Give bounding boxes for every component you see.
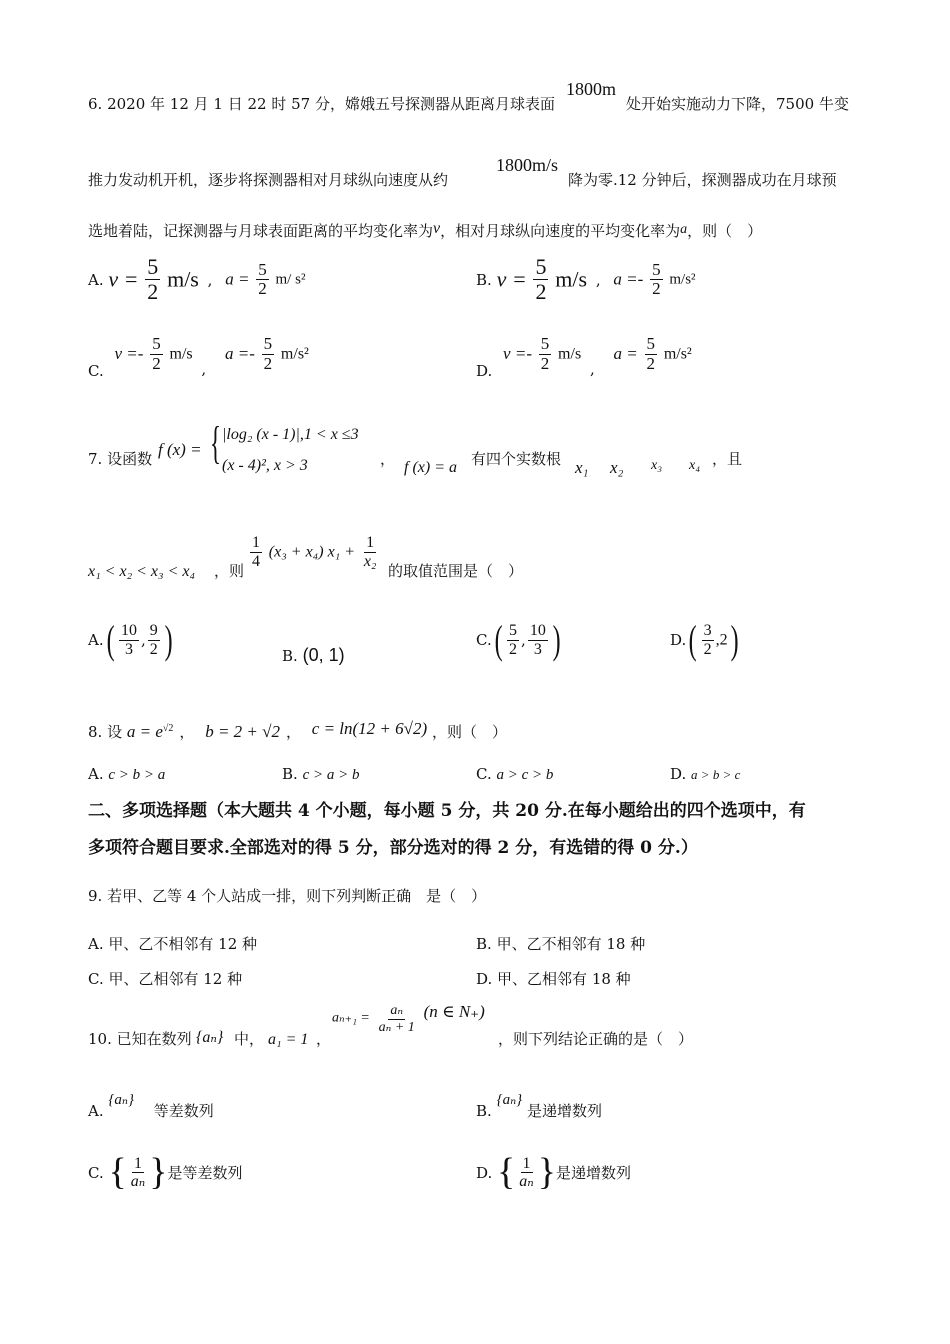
q9-option-d[interactable] [476, 970, 631, 988]
fraction [250, 534, 262, 570]
frac-num: 1 [522, 1154, 531, 1172]
rec-cond: (n ∈ N₊) [423, 1002, 485, 1021]
q6-line3 [88, 219, 762, 240]
q8-c: c = ln(12 + 6√2) [311, 719, 428, 738]
option-v-unit: m/s [558, 345, 582, 363]
q10-a1: a₁ = 1 [268, 1031, 309, 1048]
q8-option-d[interactable] [670, 765, 740, 783]
fraction [507, 622, 519, 658]
option-seq: {aₙ} [496, 1092, 523, 1108]
option-label: D. [476, 970, 493, 988]
q8-option-c[interactable] [476, 765, 553, 784]
option-text: 甲、乙不相邻有 12 种 [108, 935, 258, 953]
option-a: a = [225, 269, 250, 289]
q7-ask: 的取值范围是（ ） [388, 562, 524, 580]
option-label: B. [476, 1102, 492, 1120]
frac-den: 2 [509, 640, 518, 658]
right-brace: } [537, 1151, 557, 1193]
q7-x4: x₄ [689, 458, 701, 473]
q8-a-exponent: √2 [162, 723, 174, 734]
q7-order: x₁ < x₂ < x₃ < x₄ [88, 563, 196, 580]
option-text: c > a > b [302, 767, 360, 783]
option-v-unit: m/s [555, 266, 588, 292]
q8-tail: ，则（ ） [431, 723, 507, 741]
option-text: 甲、乙相邻有 18 种 [497, 970, 631, 988]
q10-option-b[interactable] [476, 1090, 602, 1120]
option-a: a = [613, 343, 638, 363]
frac-num: 5 [540, 334, 550, 353]
frac-den: 2 [263, 353, 273, 373]
value-two: 2 [719, 631, 728, 649]
q6-distance: 1800m [566, 79, 617, 99]
frac-num: 5 [152, 334, 161, 353]
option-v-unit: m/s [167, 266, 199, 292]
option-a: a =- [224, 343, 255, 363]
q7-x2: x₂ [610, 458, 624, 477]
option-label: B. [476, 935, 492, 953]
frac-den: 3 [533, 640, 542, 658]
option-label: A. [88, 765, 104, 783]
section-heading-line2: 多项符合题目要求.全部选对的得 5 分，部分选对的得 2 分，有选错的得 0 分.） [88, 838, 698, 858]
left-paren: ( [688, 617, 697, 662]
q7-comma: ， [380, 450, 396, 468]
q7-piecewise-brace: { [210, 417, 222, 468]
q9-option-b[interactable] [476, 935, 645, 953]
option-text: c > b > a [108, 767, 166, 783]
fraction [377, 1003, 417, 1035]
frac-den: 2 [258, 279, 267, 299]
fraction [650, 261, 663, 299]
option-seq: {aₙ} [108, 1092, 134, 1108]
option-label: B. [282, 765, 298, 783]
q6-option-c[interactable] [88, 335, 309, 380]
option-label: C. [88, 362, 104, 381]
fraction [645, 335, 658, 373]
frac-num: 5 [652, 259, 661, 279]
q7-fx: f (x) = [158, 440, 202, 459]
frac-num: 10 [120, 621, 137, 639]
q8-line [88, 719, 507, 742]
option-label: A. [88, 1102, 104, 1120]
option-v: v = [108, 266, 139, 292]
q6-speed: 1800m/s [496, 155, 559, 175]
q6-text-7: ，则（ ） [687, 222, 763, 240]
option-label: A. [88, 270, 104, 289]
frac-num: 1 [133, 1154, 142, 1172]
frac-num: 1 [366, 534, 375, 551]
q7-case2: (x - 4)², x > 3 [222, 457, 308, 474]
option-label: D. [670, 631, 687, 649]
left-paren: ( [494, 617, 503, 662]
option-v: v =- [503, 343, 532, 363]
q6-text-3: 推力发动机开机，逐步将探测器相对月球纵向速度从约 [88, 171, 449, 189]
option-a-unit: m/s² [663, 345, 692, 363]
option-text: 等差数列 [138, 1102, 214, 1120]
frac-den: 2 [152, 353, 161, 373]
frac-den: 2 [535, 279, 547, 305]
q6-text-5: 选地着陆，记探测器与月球表面距离的平均变化率为 [88, 222, 434, 240]
option-a-unit: m/s² [280, 345, 309, 363]
frac-num: 10 [529, 621, 546, 639]
q6-line1 [88, 95, 555, 113]
option-text: a > b > c [691, 767, 741, 782]
q8-b: b = 2 + √2 [205, 722, 280, 741]
q8-comma-1: ， [179, 723, 195, 741]
fraction [145, 255, 160, 304]
q6-option-a[interactable] [88, 255, 305, 304]
q6-text-4: 降为零.12 分钟后，探测器成功在月球预 [568, 171, 837, 189]
option-label: D. [476, 1163, 493, 1182]
q7-option-c[interactable] [476, 617, 563, 662]
option-sep: , [207, 270, 213, 289]
right-paren: ) [164, 617, 173, 662]
comma: , [140, 631, 146, 649]
q6-var-v: v [433, 220, 441, 237]
q6-text-2: 处开始实施动力下降，7500 牛变 [626, 95, 849, 113]
q7-lead: 7. 设函数 [88, 450, 153, 468]
fraction [256, 261, 269, 299]
frac-den: 4 [252, 552, 260, 570]
frac-den: 2 [147, 279, 159, 305]
q10-option-d[interactable] [476, 1150, 631, 1196]
q8-option-a[interactable] [88, 765, 165, 784]
option-label: B. [282, 647, 298, 665]
frac-den: aₙ + 1 [378, 1019, 415, 1035]
rec-lhs: aₙ₊₁ = [332, 1010, 370, 1026]
option-label: C. [88, 1163, 104, 1182]
option-text: (0, 1) [302, 645, 345, 665]
fraction [362, 534, 379, 570]
option-text: 甲、乙相邻有 12 种 [108, 970, 243, 988]
q7-option-a[interactable] [88, 617, 175, 662]
q6-option-b[interactable] [476, 255, 696, 304]
right-paren: ) [552, 617, 561, 662]
q8-comma-2: ， [285, 723, 301, 741]
frac-den: 2 [149, 640, 158, 658]
right-paren: ) [730, 617, 739, 662]
frac-num: aₙ [390, 1003, 404, 1019]
q10-option-a[interactable] [88, 1090, 214, 1120]
q6-text-6: ，相对月球纵向速度的平均变化率为 [440, 222, 681, 240]
q7-case1: |log₂ (x - 1)|,1 < x ≤3 [222, 426, 359, 443]
q7-eq: f (x) = a [404, 459, 457, 476]
frac-num: 5 [263, 334, 273, 353]
option-sep: , [589, 360, 595, 379]
option-text: 是递增数列 [556, 1163, 632, 1182]
q7-mid: 有四个实数根 [471, 450, 562, 468]
q9-stem: 9. 若甲、乙等 4 个人站成一排，则下列判断正确 是（ ） [88, 887, 487, 905]
option-text: 甲、乙不相邻有 18 种 [496, 935, 646, 953]
option-sep: , [201, 360, 207, 379]
frac-den: 2 [540, 353, 550, 373]
option-v-unit: m/s [169, 345, 193, 363]
q8-lead: 8. 设 [88, 723, 123, 741]
option-v: v =- [114, 343, 144, 363]
frac-den: aₙ [130, 1173, 146, 1191]
q6-option-d[interactable] [476, 335, 692, 380]
option-label: A. [88, 631, 104, 649]
option-text: 是递增数列 [526, 1102, 602, 1120]
frac-num: 9 [149, 621, 158, 639]
frac-num: 5 [147, 254, 159, 279]
fraction [533, 255, 548, 304]
frac-num: 1 [252, 534, 260, 551]
frac-num: 5 [646, 334, 656, 353]
frac-den: 2 [646, 353, 656, 373]
q9-option-a[interactable] [88, 935, 257, 953]
q10-recurrence [332, 1002, 485, 1035]
option-v: v = [496, 266, 527, 292]
q6-text-1: 6. 2020 年 12 月 1 日 22 时 57 分，嫦娥五号探测器从距离月球表面 [88, 95, 555, 113]
q8-a: a = e [126, 722, 163, 741]
comma: , [521, 631, 526, 649]
option-sep: , [595, 270, 601, 289]
option-label: C. [476, 631, 492, 649]
fraction [262, 335, 275, 373]
frac-num: 5 [535, 254, 547, 279]
q10-option-c[interactable] [88, 1150, 243, 1196]
option-label: B. [476, 270, 492, 289]
q8-option-b[interactable] [282, 765, 359, 784]
q7-then: ，则 [214, 562, 245, 580]
q7-x1: x₁ [575, 458, 589, 477]
frac-den: x₂ [363, 552, 377, 570]
section-heading-line1: 二、多项选择题（本大题共 4 个小题，每小题 5 分，共 20 分.在每小题给出的四个选项中，有 [88, 801, 806, 821]
frac-den: 3 [124, 640, 133, 658]
left-paren: ( [106, 617, 115, 662]
option-label: A. [88, 935, 104, 953]
q10-lead: 10. 已知在数列 [88, 1030, 192, 1048]
comma-two: ,2 [715, 631, 728, 649]
option-a-unit: m/s² [669, 271, 696, 288]
q10-comma: ， [316, 1030, 332, 1048]
frac-num: 3 [703, 621, 712, 639]
q6-var-a: a [680, 222, 688, 237]
q7-expression [248, 534, 380, 570]
q10-tail: ，则下列结论正确的是（ ） [498, 1030, 694, 1048]
q10-mid: 中， [234, 1030, 265, 1048]
option-text: a > c > b [496, 767, 554, 783]
q7-tail: ，且 [712, 450, 743, 468]
option-label: D. [476, 362, 493, 381]
q7-option-d[interactable] [670, 617, 741, 662]
option-label: C. [476, 765, 492, 783]
fraction [119, 622, 139, 658]
q7-option-b[interactable] [282, 645, 345, 667]
left-brace: { [108, 1151, 127, 1193]
q9-option-c[interactable] [88, 970, 242, 988]
q10-seq: {aₙ} [196, 1029, 224, 1046]
frac-den: 2 [652, 279, 661, 299]
frac-den: aₙ [519, 1173, 534, 1191]
q7-x3: x₃ [651, 458, 663, 473]
expr-mid: (x₃ + x₄) x₁ + [268, 543, 356, 561]
fraction [528, 622, 548, 658]
option-a-unit: m/ s² [275, 271, 306, 288]
option-label: D. [670, 765, 687, 783]
right-brace: } [149, 1151, 168, 1193]
option-text: 是等差数列 [167, 1163, 243, 1182]
frac-num: 5 [509, 621, 518, 639]
frac-num: 5 [258, 259, 267, 279]
fraction [702, 622, 714, 658]
fraction [539, 335, 552, 373]
option-a: a =- [613, 269, 644, 289]
option-label: C. [88, 970, 104, 988]
fraction [517, 1155, 535, 1191]
left-brace: { [497, 1151, 516, 1193]
fraction [148, 622, 160, 658]
fraction [150, 335, 163, 373]
frac-den: 2 [703, 640, 712, 658]
fraction [129, 1155, 147, 1191]
